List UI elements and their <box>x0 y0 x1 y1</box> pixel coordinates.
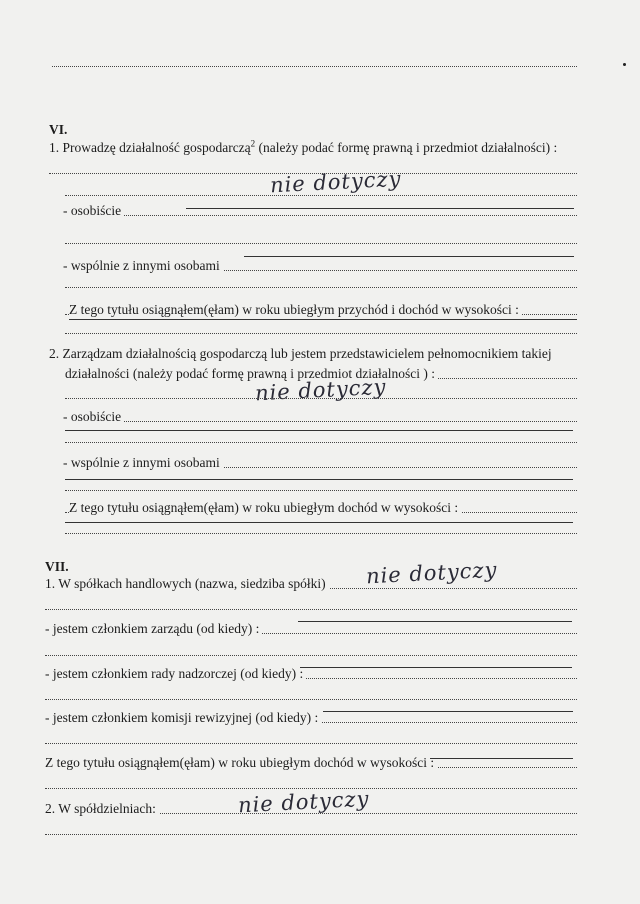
s6-item1-line-3 <box>65 243 577 244</box>
s6-item1-joint-label: - wspólnie z innymi osobami <box>63 258 223 274</box>
s6-personal-rule <box>186 208 574 209</box>
s6-item1-intro-rest: (należy podać formę prawną i przedmiot działalności) : <box>255 140 558 155</box>
s6-item2-personal-label: - osobiście <box>63 409 124 425</box>
section-6-heading: VI. <box>49 122 70 138</box>
s7-board-rule <box>298 621 572 622</box>
s6-item2-line-3 <box>65 490 577 491</box>
s6-item2-handwriting: nie dotyczy <box>254 374 387 406</box>
s7-supervisory-rule <box>300 667 572 668</box>
s6-item1-line-2 <box>65 195 577 196</box>
s7-supervisory-label: - jestem członkiem rady nadzorczej (od kiedy) : <box>45 666 306 682</box>
s7-item2-handwriting: nie dotyczy <box>237 786 370 818</box>
scan-speck <box>623 63 626 66</box>
s6-item2-personal-rule <box>65 430 573 431</box>
s6-item1-income-label: Z tego tytułu osiągnąłem(ęłam) w roku ubiegłym przychód i dochód w wysokości : <box>69 302 522 318</box>
top-dotted-line <box>52 66 577 67</box>
s7-income-label: Z tego tytułu osiągnąłem(ęłam) w roku ubiegłym dochód w wysokości : <box>45 755 437 771</box>
s6-item2-intro-line2: działalności (należy podać formę prawną i przedmiot działalności ) : <box>65 366 438 382</box>
section-7-heading: VII. <box>45 559 72 575</box>
s6-item2-joint-label: - wspólnie z innymi osobami <box>63 455 223 471</box>
s7-item1-intro: 1. W spółkach handlowych (nazwa, siedziba spółki) <box>45 576 329 592</box>
s6-personal-dots <box>65 215 577 216</box>
s6-joint-rule <box>244 256 574 257</box>
s6-item1-handwriting: nie dotyczy <box>269 166 402 198</box>
s7-item2-line-1 <box>45 834 577 835</box>
s7-item2-intro: 2. W spółdzielniach: <box>45 801 159 817</box>
s7-audit-rule <box>323 711 573 712</box>
s6-item2-line-1 <box>65 398 577 399</box>
s6-item2-personal-dots <box>65 421 577 422</box>
s7-item1-handwriting: nie dotyczy <box>365 557 498 589</box>
s7-item1-line-4 <box>45 743 577 744</box>
s6-item2-income-rule <box>65 522 573 523</box>
s7-item1-line-1 <box>45 609 577 610</box>
s6-item2-income-label: Z tego tytułu osiągnąłem(ęłam) w roku ubiegłym dochód w wysokości : <box>69 500 461 516</box>
s7-board-label: - jestem członkiem zarządu (od kiedy) : <box>45 621 262 637</box>
s6-item1-line-5 <box>65 333 577 334</box>
s6-item1-personal-label: - osobiście <box>63 203 124 219</box>
s6-income-rule <box>69 319 577 320</box>
s6-item2-intro-line1: 2. Zarządzam działalnością gospodarczą lub jestem przedstawicielem pełnomocnikiem takiej <box>49 346 555 362</box>
s7-item1-line-2 <box>45 655 577 656</box>
s6-item2-line-4 <box>65 533 577 534</box>
s7-income-rule <box>430 758 573 759</box>
s6-item1-line-4 <box>65 287 577 288</box>
s6-item2-line-2 <box>65 442 577 443</box>
s6-item1-intro-text: 1. Prowadzę działalność gospodarczą <box>49 140 251 155</box>
s6-item1-intro <box>49 140 560 156</box>
s7-item1-line-3 <box>45 699 577 700</box>
s7-audit-label: - jestem członkiem komisji rewizyjnej (od kiedy) : <box>45 710 321 726</box>
footnote-marker: 2 <box>250 138 256 149</box>
s6-item2-joint-rule <box>65 479 573 480</box>
